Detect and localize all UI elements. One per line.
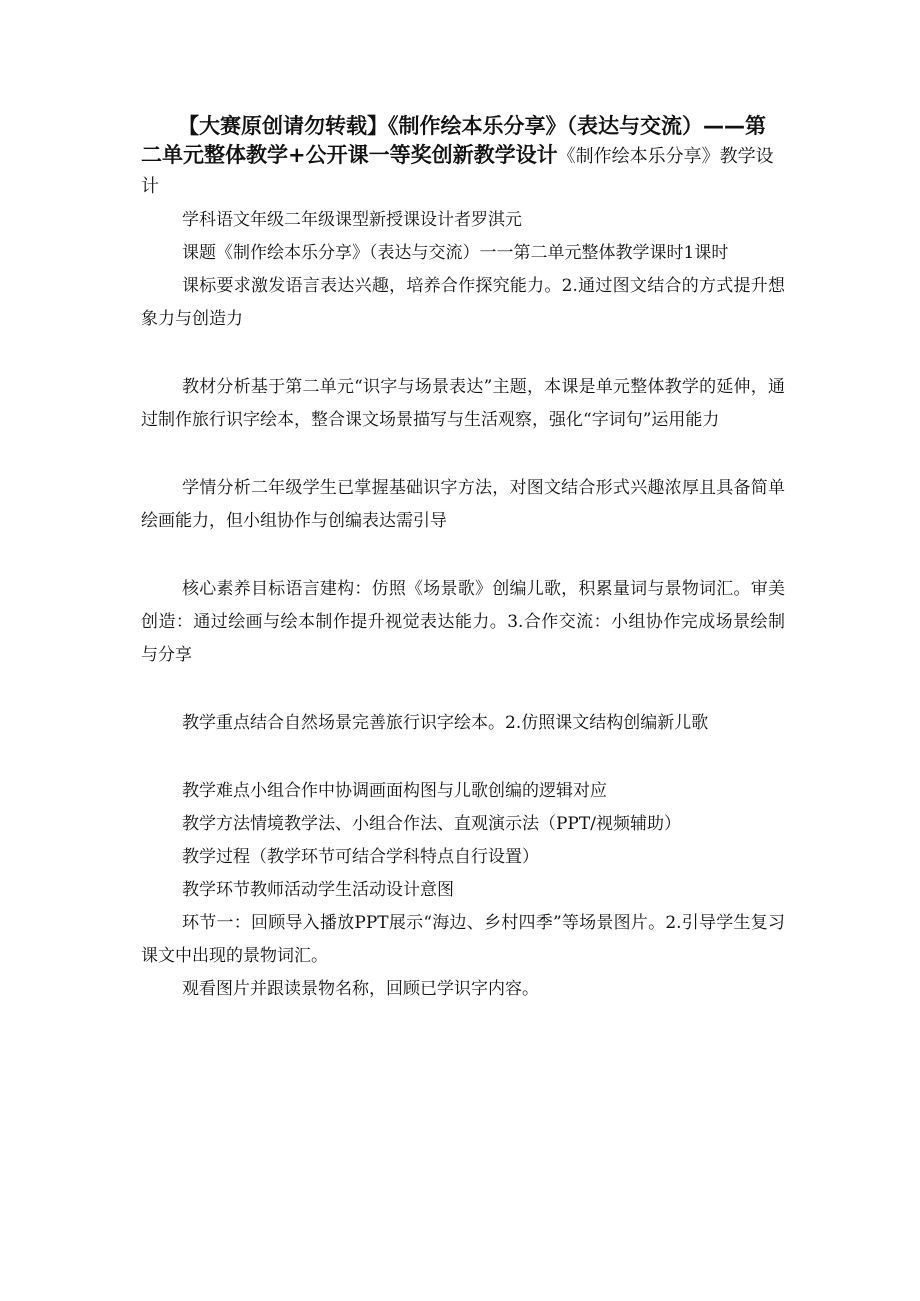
paragraph-spacer (141, 672, 785, 707)
paragraph-spacer (141, 740, 785, 775)
paragraph-table-header: 教学环节教师活动学生活动设计意图 (182, 880, 454, 900)
paragraph-lesson-topic: 课题《制作绘本乐分享》（表达与交流）一一第二单元整体教学课时1课时 (182, 243, 729, 263)
paragraph-textbook-analysis: 教材分析基于第二单元“识字与场景表达”主题，本课是单元整体教学的延伸，通过制作旅行识字绘本，整合课文场景描写与生活观察，强化“字词句”运用能力 (141, 377, 785, 430)
paragraph-curriculum-requirements: 课标要求激发语言表达兴趣，培养合作探究能力。2.通过图文结合的方式提升想象力与创造力 (141, 276, 785, 329)
paragraph-teaching-methods: 教学方法情境教学法、小组合作法、直观演示法（PPT/视频辅助） (182, 814, 681, 834)
document-page (141, 112, 785, 1006)
paragraph-student-activity: 观看图片并跟读景物名称，回顾已学识字内容。 (182, 979, 539, 999)
paragraph-student-analysis: 学情分析二年级学生已掌握基础识字方法，对图文结合形式兴趣浓厚且具备简单绘画能力，但小组协作与创编表达需引导 (141, 478, 785, 531)
paragraph-spacer (141, 336, 785, 371)
paragraph-subject-info: 学科语文年级二年级课型新授课设计者罗淇元 (182, 210, 522, 230)
title-tail-text: 《制作绘本乐分享》教学设计 (141, 146, 774, 197)
paragraph-teaching-process: 教学过程（教学环节可结合学科特点自行设置） (182, 847, 539, 867)
paragraph-spacer (141, 437, 785, 472)
paragraph-core-literacy-goals: 核心素养目标语言建构：仿照《场景歌》创编儿歌，积累量词与景物词汇。审美创造：通过绘画与绘本制作提升视觉表达能力。3.合作交流：小组协作完成场景绘制与分享 (141, 579, 785, 665)
title-bold-text: 【大赛原创请勿转载】《制作绘本乐分享》（表达与交流）——第二单元整体教学+公开课一等奖创新教学设计 (141, 114, 766, 167)
document-title (141, 112, 785, 201)
paragraph-stage-one: 环节一：回顾导入播放PPT展示“海边、乡村四季”等场景图片。2.引导学生复习课文中出现的景物词汇。 (141, 913, 785, 966)
paragraph-teaching-focus: 教学重点结合自然场景完善旅行识字绘本。2.仿照课文结构创编新儿歌 (182, 713, 709, 733)
paragraph-spacer (141, 538, 785, 573)
paragraph-teaching-difficulty: 教学难点小组合作中协调画面构图与儿歌创编的逻辑对应 (182, 781, 607, 801)
